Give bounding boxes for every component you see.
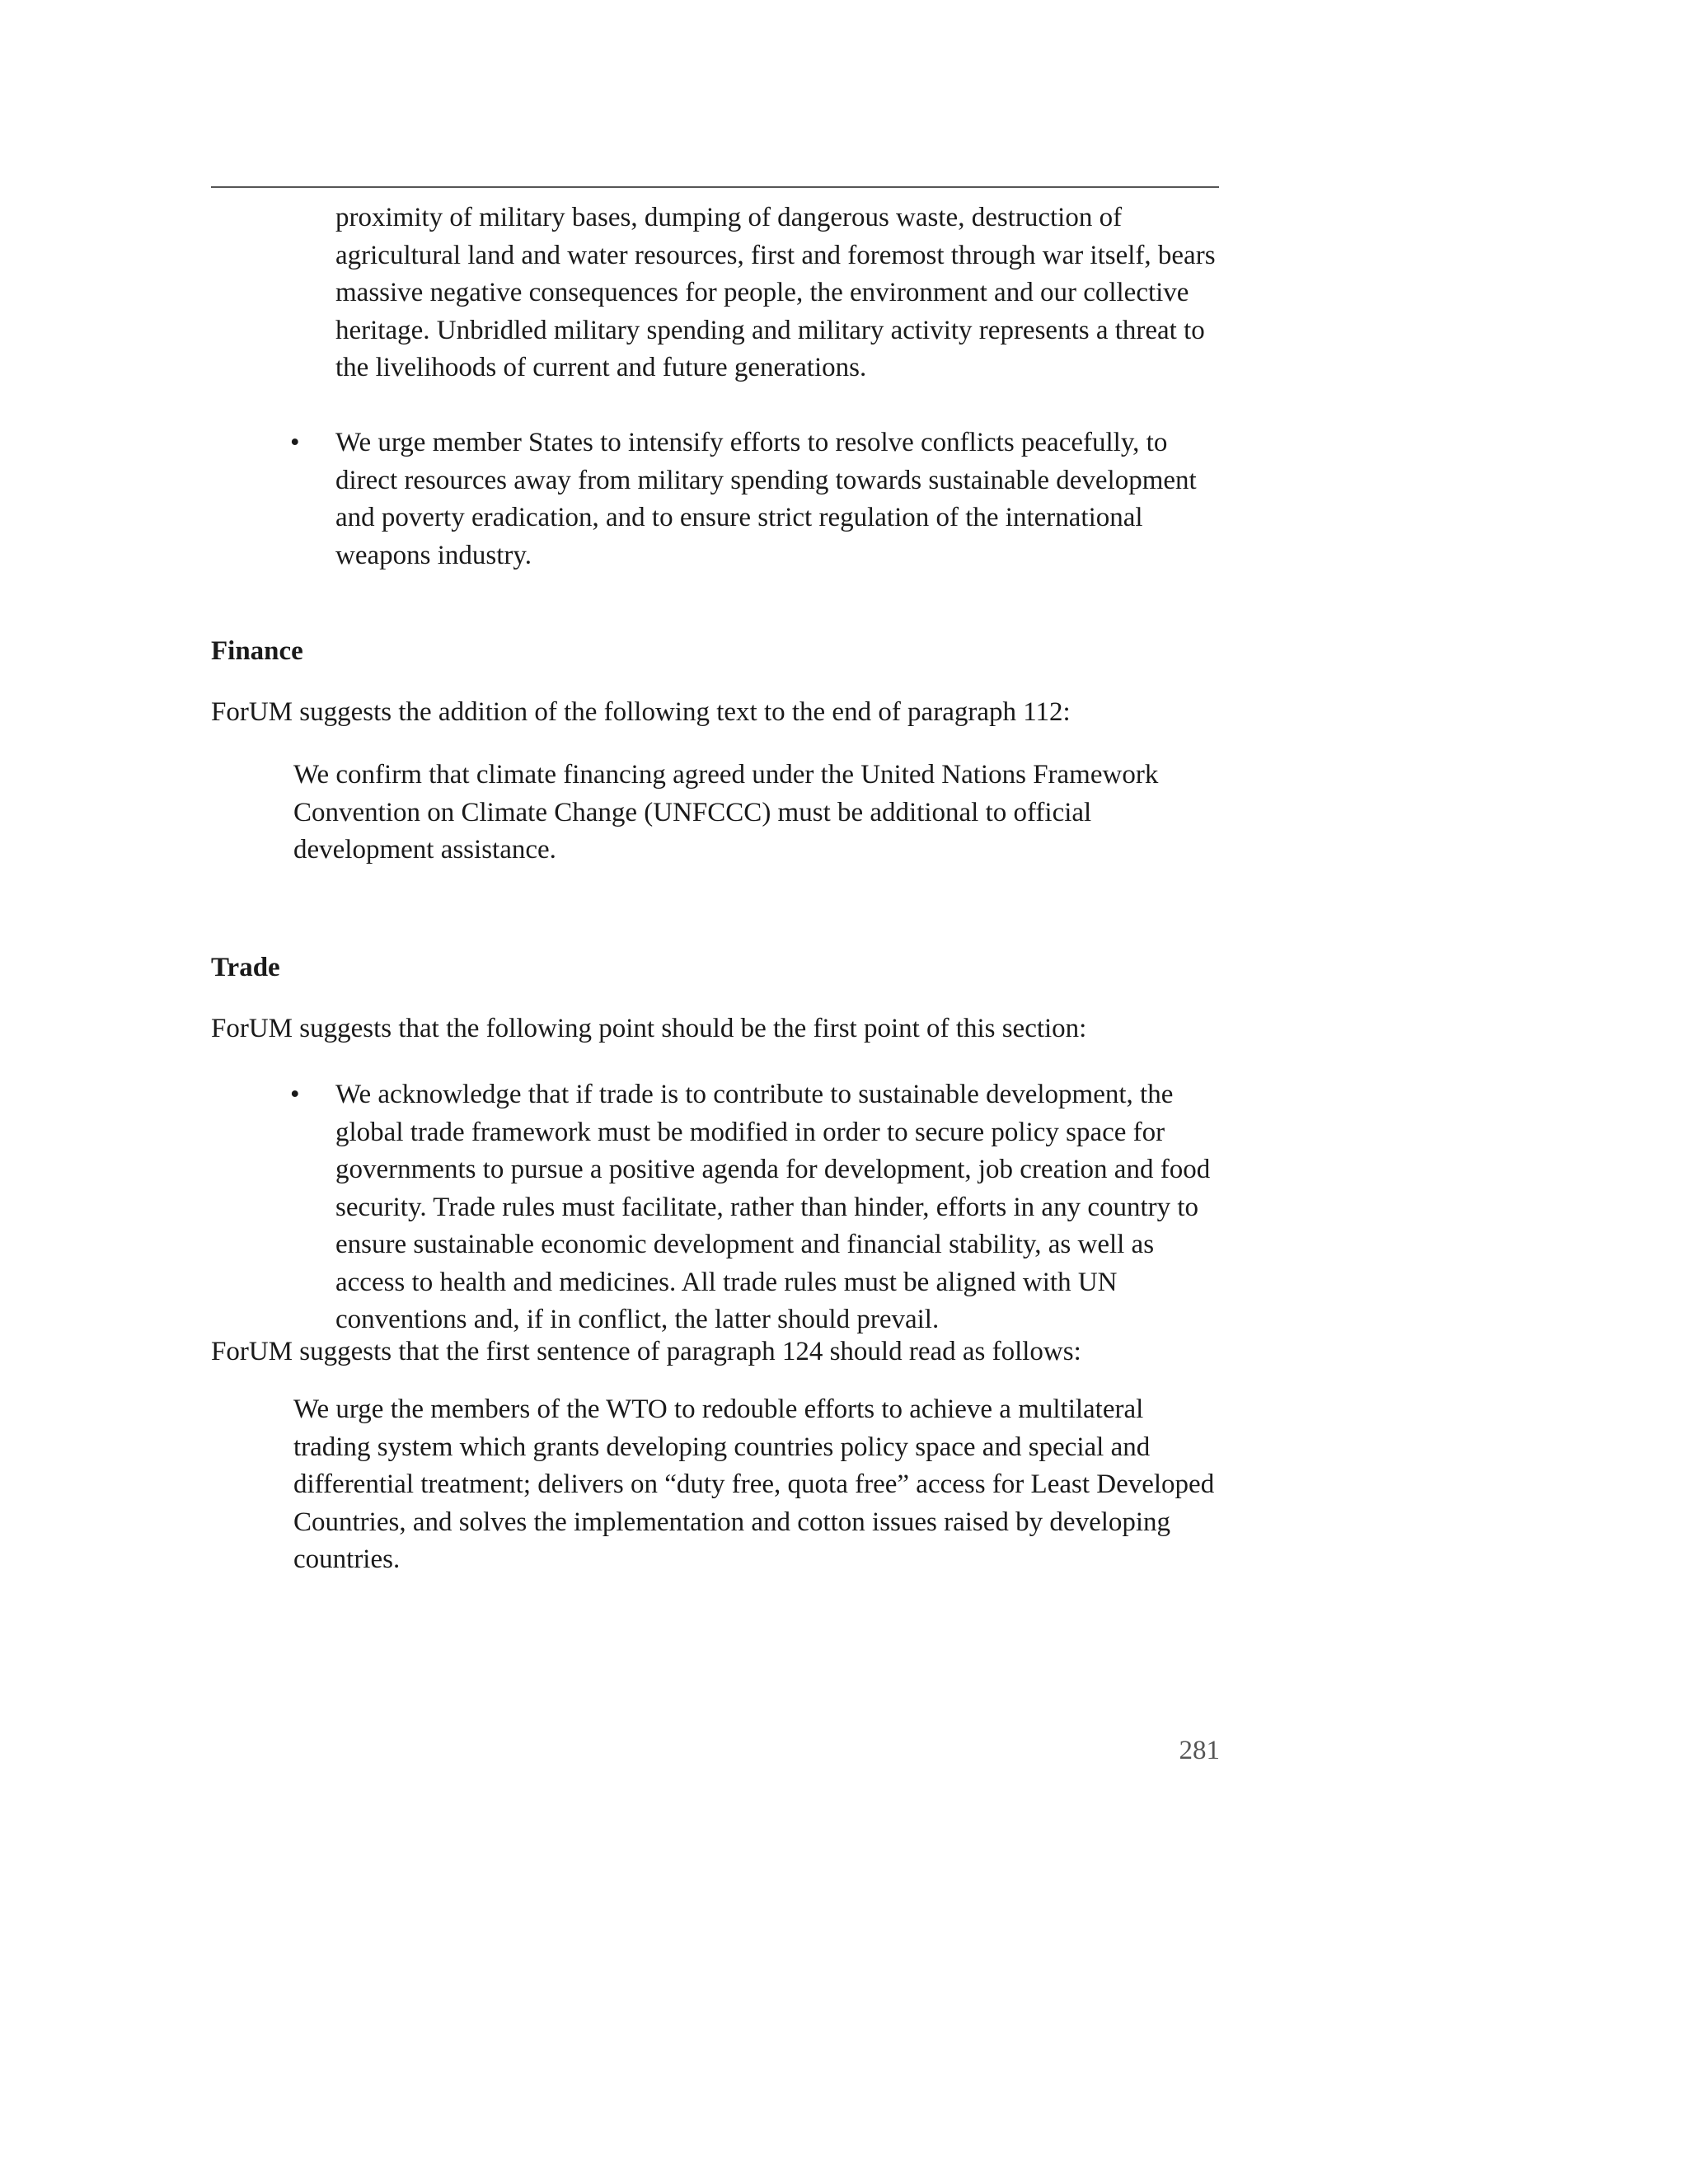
trade-intro: ForUM suggests that the following point should be the first point of this section:: [211, 1014, 1087, 1043]
trade-quote: We urge the members of the WTO to redouble efforts to achieve a multilateral trading system which grants developing countries policy space and special and differential treatment; delivers on “duty free, quota free” access for Least Developed Countries, and solves the implementation and cotton issues raised by developing countries.: [293, 1394, 1215, 1574]
bullet-icon: •: [290, 428, 300, 457]
finance-intro: ForUM suggests the addition of the following text to the end of paragraph 112:: [211, 697, 1071, 727]
trade-intro-2: ForUM suggests that the first sentence of paragraph 124 should read as follows:: [211, 1337, 1081, 1366]
section-heading-finance: Finance: [211, 636, 303, 666]
bullet-text: We urge member States to intensify efforts to resolve conflicts peacefully, to direct resources away from military spending towards sustainable development and poverty eradication, and to ensure strict regulation of the international weapons industry.: [335, 428, 1197, 570]
page-number: 281: [1179, 1736, 1220, 1765]
finance-quote: We confirm that climate financing agreed under the United Nations Framework Convention on Climate Change (UNFCCC) must be additional to official development assistance.: [293, 760, 1159, 865]
bullet-text: We acknowledge that if trade is to contribute to sustainable development, the global trade framework must be modified in order to secure policy space for governments to pursue a positive agenda for development, job creation and food security. Trade rules must facilitate, rather than hinder, efforts in any country to ensure sustainable economic development and financial stability, as well as access to health and medicines. All trade rules must be aligned with UN conventions and, if in conflict, the latter should prevail.: [335, 1080, 1211, 1334]
bullet-icon: •: [290, 1080, 300, 1109]
continuation-paragraph: proximity of military bases, dumping of dangerous waste, destruction of agricultural land and water resources, first and foremost through war itself, bears massive negative consequences for people, the environment and our collective heritage. Unbridled military spending and military activity represents a threat to the livelihoods of current and future generations.: [335, 203, 1216, 382]
section-heading-trade: Trade: [211, 953, 280, 982]
header-rule: [211, 186, 1219, 188]
